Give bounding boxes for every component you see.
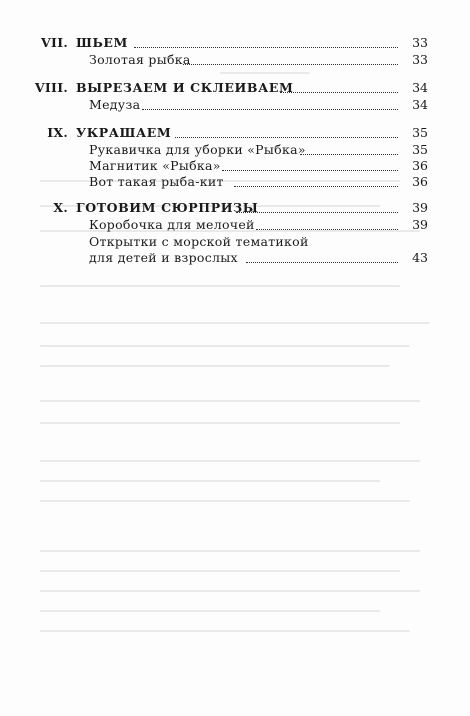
chapter-number: VIII. <box>34 80 68 95</box>
toc-chapter-ix <box>0 124 470 142</box>
chapter-number: IX. <box>47 125 68 140</box>
dot-leader <box>300 154 398 155</box>
chapter-number: VII. <box>41 35 68 50</box>
chapter-title: ВЫРЕЗАЕМ И СКЛЕИВАЕМ <box>76 80 294 95</box>
entry-title: Рукавичка для уборки «Рыбка» <box>89 142 306 157</box>
toc-entry-zolotaya-rybka <box>0 51 470 69</box>
chapter-title: ГОТОВИМ СЮРПРИЗЫ <box>76 200 259 215</box>
entry-title: Медуза <box>89 97 141 112</box>
dot-leader <box>246 262 398 263</box>
dot-leader <box>142 109 398 110</box>
entry-title: Открытки с морской тематикой <box>89 234 309 249</box>
dot-leader <box>175 137 398 138</box>
chapter-title: УКРАШАЕМ <box>76 125 172 140</box>
entry-title: Золотая рыбка <box>89 52 191 67</box>
dot-leader <box>280 92 398 93</box>
entry-title: Вот такая рыба-кит <box>89 174 224 189</box>
toc-chapter-vii <box>0 34 470 52</box>
dot-leader <box>222 170 398 171</box>
entry-title: Магнитик «Рыбка» <box>89 158 221 173</box>
page-number: 43 <box>412 250 428 265</box>
entry-title: для детей и взрослых <box>89 250 238 265</box>
toc-entry-korobochka <box>0 216 470 234</box>
page-number: 36 <box>412 174 428 189</box>
dot-leader <box>236 212 398 213</box>
page-number: 36 <box>412 158 428 173</box>
toc-entry-otkrytki-line2 <box>0 249 470 267</box>
toc-chapter-viii <box>0 79 470 97</box>
page-number: 34 <box>412 80 428 95</box>
page-number: 35 <box>412 125 428 140</box>
toc-chapter-x <box>0 199 470 217</box>
toc-entry-ryba-kit <box>0 173 470 191</box>
dot-leader <box>134 47 398 48</box>
page-number: 33 <box>412 35 428 50</box>
page-number: 35 <box>412 142 428 157</box>
chapter-title: ШЬЕМ <box>76 35 128 50</box>
page-number: 33 <box>412 52 428 67</box>
entry-title: Коробочка для мелочей <box>89 217 255 232</box>
toc-entry-meduza <box>0 96 470 114</box>
dot-leader <box>183 64 398 65</box>
page-number: 39 <box>412 217 428 232</box>
dot-leader <box>234 186 398 187</box>
dot-leader <box>256 229 398 230</box>
page-number: 39 <box>412 200 428 215</box>
page-number: 34 <box>412 97 428 112</box>
chapter-number: X. <box>53 200 68 215</box>
